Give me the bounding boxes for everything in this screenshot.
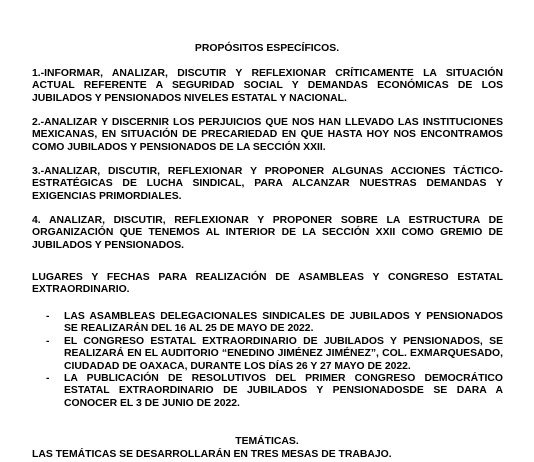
purpose-2: 2.-ANALIZAR Y DISCERNIR LOS PERJUICIOS QUE NOS HAN LLEVADO LAS INSTITUCIONES MEXICANAS, EN SITUACIÓN DE PRECARIEDAD EN QUE HASTA HOY NOS ENCONTRAMOS COMO JUBILADOS Y PENSIONADOS DE LA SECCIÓN XXII. — [32, 117, 503, 153]
purpose-1: 1.-INFORMAR, ANALIZAR, DISCUTIR Y REFLEXIONAR CRÍTICAMENTE LA SITUACIÓN ACTUAL REFERENTE A SEGURIDAD SOCIAL Y DEMANDAS ECONÓMICAS DE LOS JUBILADOS Y PENSIONADOS NIVELES ESTATAL Y NACIONAL. — [32, 68, 503, 104]
page-title: PROPÓSITOS ESPECÍFICOS. — [194, 43, 340, 54]
list-item — [40, 311, 503, 336]
purpose-3: 3.-ANALIZAR, DISCUTIR, REFLEXIONAR Y PROPONER ALGUNAS ACCIONES TÁCTICO-ESTRATÉGICAS DE LUCHA SINDICAL, PARA ALCANZAR NUESTRAS DEMANDAS Y EXIGENCIAS PRIMORDIALES. — [32, 166, 503, 202]
list-item-text: LAS ASAMBLEAS DELEGACIONALES SINDICALES DE JUBILADOS Y PENSIONADOS SE REALIZARÁN DEL 16 AL 25 DE MAYO DE 2022. — [64, 311, 503, 335]
bullet-dash: - — [46, 311, 50, 322]
tematicas-heading: TEMÁTICAS. — [235, 436, 299, 447]
bullet-dash: - — [46, 335, 50, 347]
list-item — [40, 373, 503, 410]
purpose-4: 4. ANALIZAR, DISCUTIR, REFLEXIONAR Y PROPONER SOBRE LA ESTRUCTURA DE ORGANIZACIÓN QUE TENEMOS AL INTERIOR DE LA SECCIÓN XXII COMO GREMIO DE JUBILADOS Y PENSIONADOS. — [32, 215, 503, 251]
places-list — [40, 311, 503, 410]
list-item-text: LA PUBLICACIÓN DE RESOLUTIVOS DEL PRIMER CONGRESO DEMOCRÁTICO ESTATAL EXTRAORDINARIO DE JUBILADOS Y PENSIONADOSDE SE DARA A CONOCER EL 3 DE JUNIO DE 2022. — [64, 373, 503, 409]
bullet-dash: - — [46, 373, 50, 385]
list-item — [40, 336, 503, 373]
list-item-text: EL CONGRESO ESTATAL EXTRAORDINARIO DE JUBILADOS Y PENSIONADOS, SE REALIZARÁ EN EL AUDITORIO “ENEDINO JIMÉNEZ JIMÉNEZ”, COL. EXMARQUESADO, CIUDADAD DE OAXACA, DURANTE LOS DÍAS 26 Y 27 MAYO DE 2022. — [64, 335, 503, 372]
places-heading: LUGARES Y FECHAS PARA REALIZACIÓN DE ASAMBLEAS Y CONGRESO ESTATAL EXTRAORDINARIO. — [32, 272, 503, 296]
tematicas-text: LAS TEMÁTICAS SE DESARROLLARÁN EN TRES MESAS DE TRABAJO. — [32, 449, 392, 460]
